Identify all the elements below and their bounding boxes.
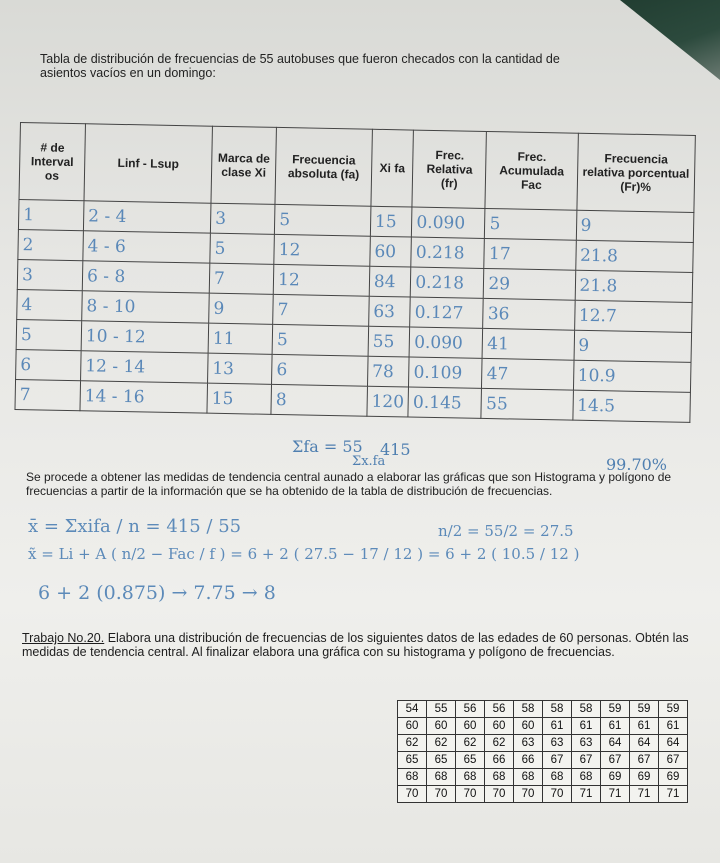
grid-cell: 61 bbox=[543, 718, 572, 735]
grid-cell: 62 bbox=[485, 735, 514, 752]
grid-cell: 67 bbox=[543, 752, 572, 769]
grid-cell: 62 bbox=[398, 735, 427, 752]
grid-cell: 67 bbox=[601, 752, 630, 769]
median-result: 6 + 2 (0.875) → 7.75 → 8 bbox=[38, 582, 276, 604]
grid-cell: 68 bbox=[514, 769, 543, 786]
table-cell: 0.218 bbox=[411, 237, 485, 268]
grid-cell: 66 bbox=[485, 752, 514, 769]
table-cell: 14.5 bbox=[572, 390, 690, 422]
grid-cell: 70 bbox=[456, 786, 485, 803]
table-cell: 0.145 bbox=[408, 387, 482, 418]
header-xi-fa: Xi fa bbox=[371, 129, 414, 207]
table-cell: 0.090 bbox=[412, 207, 486, 238]
table-cell: 7 bbox=[209, 263, 274, 294]
table-cell: 4 - 6 bbox=[83, 231, 211, 263]
grid-cell: 69 bbox=[601, 769, 630, 786]
table-cell: 7 bbox=[273, 294, 369, 326]
grid-cell: 67 bbox=[572, 752, 601, 769]
table-cell: 8 bbox=[271, 384, 367, 416]
grid-cell: 69 bbox=[630, 769, 659, 786]
table-cell: 5 bbox=[16, 319, 82, 350]
table-cell: 12 bbox=[273, 264, 369, 296]
grid-cell: 71 bbox=[630, 786, 659, 803]
grid-row bbox=[398, 786, 688, 803]
table-cell: 5 bbox=[275, 204, 371, 236]
grid-cell: 56 bbox=[456, 701, 485, 718]
table-cell: 9 bbox=[209, 293, 274, 324]
grid-row bbox=[398, 752, 688, 769]
grid-cell: 70 bbox=[485, 786, 514, 803]
header-cumulative-frequency: Frec. Acumulada Fac bbox=[485, 131, 578, 210]
table-cell: 2 - 4 bbox=[83, 201, 211, 233]
grid-cell: 60 bbox=[427, 718, 456, 735]
table-cell: 10 - 12 bbox=[81, 321, 209, 353]
task-label: Trabajo No.20. bbox=[22, 631, 105, 645]
grid-cell: 63 bbox=[572, 735, 601, 752]
table-cell: 36 bbox=[483, 298, 575, 330]
table-cell: 9 bbox=[574, 330, 692, 362]
table-cell: 41 bbox=[482, 328, 574, 360]
table-cell: 3 bbox=[210, 203, 275, 234]
table-cell: 6 bbox=[16, 349, 82, 380]
grid-cell: 67 bbox=[630, 752, 659, 769]
mean-work: x̄ = Σxifa / n = 415 / 55 bbox=[28, 516, 242, 537]
header-intervals: # de Interval os bbox=[19, 123, 85, 201]
grid-cell: 67 bbox=[659, 752, 688, 769]
grid-cell: 60 bbox=[456, 718, 485, 735]
header-class-mark: Marca de clase Xi bbox=[211, 126, 277, 204]
grid-cell: 64 bbox=[630, 735, 659, 752]
table-cell: 14 - 16 bbox=[80, 381, 208, 413]
table-cell: 84 bbox=[369, 266, 411, 297]
table-cell: 8 - 10 bbox=[82, 291, 210, 323]
grid-cell: 61 bbox=[630, 718, 659, 735]
table-cell: 2 bbox=[18, 229, 84, 260]
grid-cell: 71 bbox=[601, 786, 630, 803]
grid-cell: 68 bbox=[485, 769, 514, 786]
grid-cell: 65 bbox=[427, 752, 456, 769]
table-cell: 78 bbox=[367, 356, 409, 387]
grid-row bbox=[398, 769, 688, 786]
table-cell: 17 bbox=[484, 238, 576, 270]
task-text: Elabora una distribución de frecuencias de los siguientes datos de las edades de 60 personas. Obtén las medidas de tendencia central. Al finalizar elabora una gráfica con su histograma y polígono de frecuencias. bbox=[22, 631, 689, 659]
table-cell: 10.9 bbox=[573, 360, 691, 392]
header-absolute-frequency: Frecuencia absoluta (fa) bbox=[275, 127, 372, 206]
grid-cell: 62 bbox=[427, 735, 456, 752]
table-cell: 5 bbox=[272, 324, 368, 356]
task-statement bbox=[22, 631, 702, 659]
grid-row bbox=[398, 701, 688, 718]
table-cell: 0.218 bbox=[411, 267, 485, 298]
grid-cell: 68 bbox=[427, 769, 456, 786]
grid-cell: 64 bbox=[601, 735, 630, 752]
table-cell: 5 bbox=[210, 233, 275, 264]
grid-cell: 58 bbox=[514, 701, 543, 718]
table-cell: 15 bbox=[207, 383, 272, 414]
grid-cell: 60 bbox=[485, 718, 514, 735]
grid-cell: 70 bbox=[514, 786, 543, 803]
table-cell: 21.8 bbox=[575, 270, 693, 302]
grid-cell: 59 bbox=[601, 701, 630, 718]
grid-cell: 56 bbox=[485, 701, 514, 718]
sum-xifa-label: Σx.fa bbox=[352, 454, 386, 469]
grid-cell: 68 bbox=[456, 769, 485, 786]
table-cell: 12 - 14 bbox=[81, 351, 209, 383]
table-cell: 9 bbox=[576, 210, 694, 242]
grid-cell: 70 bbox=[427, 786, 456, 803]
grid-cell: 62 bbox=[456, 735, 485, 752]
table-cell: 3 bbox=[17, 259, 83, 290]
grid-cell: 59 bbox=[630, 701, 659, 718]
grid-cell: 68 bbox=[572, 769, 601, 786]
grid-cell: 65 bbox=[456, 752, 485, 769]
grid-cell: 61 bbox=[601, 718, 630, 735]
grid-cell: 55 bbox=[427, 701, 456, 718]
table-cell: 6 bbox=[272, 354, 368, 386]
grid-cell: 70 bbox=[543, 786, 572, 803]
n-over-2-work: n/2 = 55/2 = 27.5 bbox=[438, 522, 574, 540]
grid-row bbox=[398, 735, 688, 752]
grid-cell: 63 bbox=[543, 735, 572, 752]
grid-cell: 60 bbox=[398, 718, 427, 735]
explanation-paragraph: Se procede a obtener las medidas de tendencia central aunado a elaborar las gráficas que son Histograma y polígono de frecuencias a partir de la información que se ha obtenido de la tabla de distribución de frecuencias. bbox=[26, 470, 672, 498]
grid-cell: 68 bbox=[543, 769, 572, 786]
table-cell: 12.7 bbox=[574, 300, 692, 332]
table-cell: 0.127 bbox=[410, 297, 484, 328]
header-limits: Linf - Lsup bbox=[84, 124, 212, 203]
grid-cell: 58 bbox=[543, 701, 572, 718]
table-cell: 12 bbox=[274, 234, 370, 266]
frequency-table bbox=[14, 122, 695, 423]
table-cell: 15 bbox=[370, 206, 412, 237]
table-subtitle: asientos vacíos en un domingo: bbox=[40, 66, 216, 80]
grid-cell: 69 bbox=[659, 769, 688, 786]
grid-cell: 66 bbox=[514, 752, 543, 769]
grid-cell: 54 bbox=[398, 701, 427, 718]
grid-cell: 59 bbox=[659, 701, 688, 718]
table-cell: 63 bbox=[369, 296, 411, 327]
grid-cell: 58 bbox=[572, 701, 601, 718]
grid-row bbox=[398, 718, 688, 735]
grid-cell: 71 bbox=[659, 786, 688, 803]
median-work: x̃ = Li + A ( n/2 − Fac / f ) = 6 + 2 ( 27.5 − 17 / 12 ) = 6 + 2 ( 10.5 / 12 ) bbox=[28, 545, 580, 563]
table-cell: 5 bbox=[485, 208, 577, 240]
header-percent-frequency: Frecuencia relativa porcentual (Fr)% bbox=[576, 133, 695, 212]
grid-cell: 65 bbox=[398, 752, 427, 769]
grid-cell: 61 bbox=[572, 718, 601, 735]
table-cell: 0.109 bbox=[409, 357, 483, 388]
grid-cell: 60 bbox=[514, 718, 543, 735]
grid-cell: 70 bbox=[398, 786, 427, 803]
table-cell: 29 bbox=[484, 268, 576, 300]
table-cell: 11 bbox=[208, 323, 273, 354]
sum-fa: Σfa = 55 bbox=[292, 437, 363, 456]
header-relative-frequency: Frec. Relativa (fr) bbox=[412, 130, 487, 208]
table-cell: 120 bbox=[367, 386, 409, 417]
table-cell: 6 - 8 bbox=[82, 261, 210, 293]
table-cell: 4 bbox=[17, 289, 83, 320]
grid-cell: 64 bbox=[659, 735, 688, 752]
table-cell: 21.8 bbox=[575, 240, 693, 272]
table-cell: 55 bbox=[368, 326, 410, 357]
table-cell: 7 bbox=[15, 379, 81, 410]
grid-cell: 71 bbox=[572, 786, 601, 803]
grid-cell: 68 bbox=[398, 769, 427, 786]
ages-data-table bbox=[397, 700, 688, 803]
sum-xifa: 415 bbox=[380, 440, 411, 459]
table-cell: 55 bbox=[481, 388, 573, 420]
table-cell: 60 bbox=[370, 236, 412, 267]
sum-percent: 99.70% bbox=[606, 455, 668, 474]
table-cell: 47 bbox=[482, 358, 574, 390]
grid-cell: 61 bbox=[659, 718, 688, 735]
table-cell: 1 bbox=[18, 199, 84, 230]
table-title: Tabla de distribución de frecuencias de 55 autobuses que fueron checados con la cantidad de bbox=[40, 52, 560, 66]
table-cell: 13 bbox=[208, 353, 273, 384]
grid-cell: 63 bbox=[514, 735, 543, 752]
table-cell: 0.090 bbox=[409, 327, 483, 358]
